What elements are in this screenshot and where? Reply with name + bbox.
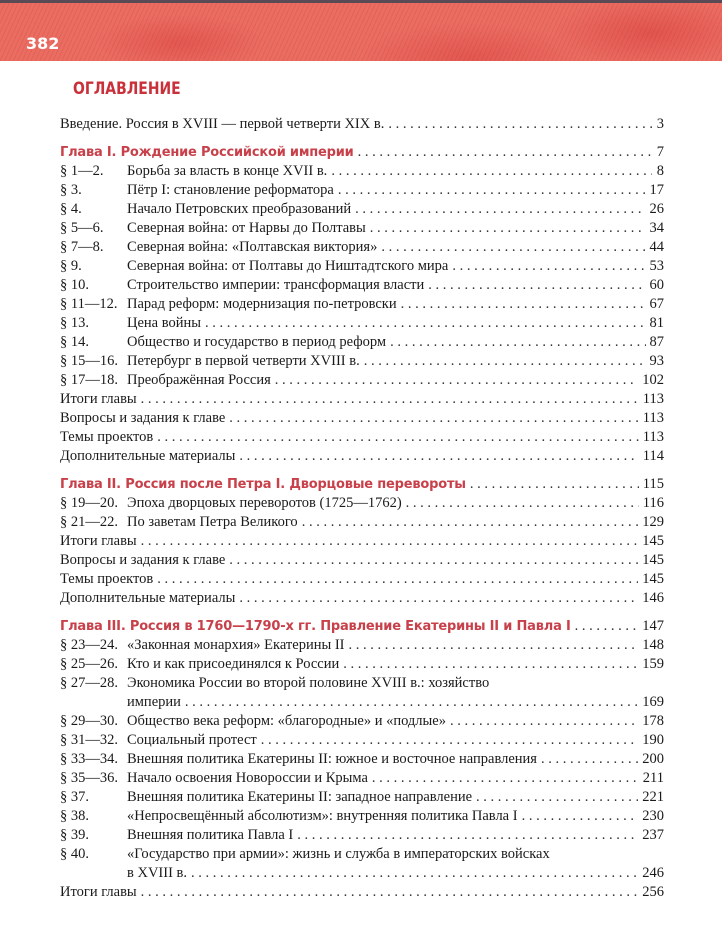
entry-title: Внешняя политика Павла I <box>127 827 294 843</box>
toc-entry-questions[interactable] <box>60 551 664 570</box>
entry-page: 237 <box>642 827 664 843</box>
toc-entry[interactable] <box>60 162 664 181</box>
dot-leader <box>185 693 638 712</box>
section-number: § 15—16. <box>60 353 118 369</box>
decorative-header-band <box>0 0 722 61</box>
toc-title: ОГЛАВЛЕНИЕ <box>73 79 181 99</box>
entry-title: «Непросвещённый абсолютизм»: внутренняя политика Павла I <box>127 808 518 824</box>
dot-leader <box>191 864 638 883</box>
entry-page: 113 <box>642 391 664 407</box>
section-number: § 9. <box>60 258 82 274</box>
toc-entry-extra-materials[interactable] <box>60 589 664 608</box>
toc-entry-questions[interactable] <box>60 409 664 428</box>
toc-chapter-2[interactable] <box>60 475 664 494</box>
entry-page: 115 <box>642 476 664 492</box>
section-number: § 33—34. <box>60 751 118 767</box>
entry-title: Кто и как присоединялся к России <box>127 656 340 672</box>
dot-leader <box>355 200 645 219</box>
entry-title: Цена войны <box>127 315 201 331</box>
entry-title: Северная война: «Полтавская виктория» <box>127 239 378 255</box>
entry-title: Пётр I: становление реформатора <box>127 182 334 198</box>
entry-title-continuation: в XVIII в. <box>127 865 187 881</box>
entry-page: 81 <box>649 315 664 331</box>
entry-page: 44 <box>649 239 664 255</box>
toc-entry[interactable] <box>60 712 664 731</box>
section-number: § 25—26. <box>60 656 118 672</box>
entry-title: Социальный протест <box>127 732 257 748</box>
section-number: § 10. <box>60 277 89 293</box>
section-number: § 19—20. <box>60 495 118 511</box>
toc-chapter-3[interactable] <box>60 617 664 636</box>
table-of-contents <box>60 115 664 902</box>
entry-page: 53 <box>649 258 664 274</box>
entry-title: Темы проектов <box>60 429 154 445</box>
chapter-title: Глава III. Россия в 1760—1790-х гг. Правление Екатерины II и Павла I <box>60 619 571 634</box>
toc-entry[interactable] <box>60 731 664 750</box>
entry-title: Преображённая Россия <box>127 372 271 388</box>
dot-leader <box>406 494 639 513</box>
dot-leader <box>370 219 646 238</box>
dot-leader <box>331 162 652 181</box>
entry-page: 148 <box>642 637 664 653</box>
toc-entry[interactable] <box>60 200 664 219</box>
dot-leader <box>229 551 638 570</box>
entry-title: Итоги главы <box>60 884 137 900</box>
section-number: § 3. <box>60 182 82 198</box>
entry-title: По заветам Петра Великого <box>127 514 298 530</box>
entry-page: 146 <box>642 590 664 606</box>
entry-page: 178 <box>642 713 664 729</box>
dot-leader <box>302 513 639 532</box>
toc-chapter-1[interactable] <box>60 143 664 162</box>
dot-leader <box>388 115 652 134</box>
chapter-title: Глава II. Россия после Петра I. Дворцовые перевороты <box>60 477 466 492</box>
toc-entry[interactable] <box>60 314 664 333</box>
toc-entry-summary[interactable] <box>60 883 664 902</box>
dot-leader <box>450 712 638 731</box>
dot-leader <box>343 655 638 674</box>
entry-page: 17 <box>649 182 664 198</box>
dot-leader <box>476 788 638 807</box>
entry-page: 246 <box>642 865 664 881</box>
entry-title: Петербург в первой четверти XVIII в. <box>127 353 360 369</box>
page-number: 382 <box>26 34 60 53</box>
dot-leader <box>157 428 639 447</box>
dot-leader <box>349 636 639 655</box>
entry-title: Внешняя политика Екатерины II: южное и восточное направления <box>127 751 537 767</box>
section-number: § 40. <box>60 846 89 862</box>
entry-page: 159 <box>642 656 664 672</box>
section-number: § 4. <box>60 201 82 217</box>
entry-title: Итоги главы <box>60 391 137 407</box>
entry-title: Дополнительные материалы <box>60 448 236 464</box>
toc-entry[interactable] <box>60 494 664 513</box>
entry-page: 221 <box>642 789 664 805</box>
dot-leader <box>297 826 638 845</box>
entry-page: 190 <box>642 732 664 748</box>
toc-entry[interactable] <box>60 769 664 788</box>
entry-title: Вопросы и задания к главе <box>60 552 226 568</box>
entry-page: 256 <box>642 884 664 900</box>
chapter-title: Глава I. Рождение Российской империи <box>60 145 354 160</box>
entry-page: 169 <box>642 694 664 710</box>
toc-entry-summary[interactable] <box>60 532 664 551</box>
entry-page: 200 <box>642 751 664 767</box>
dot-leader <box>470 475 639 494</box>
section-number: § 27—28. <box>60 675 118 691</box>
toc-entry[interactable] <box>60 826 664 845</box>
entry-page: 113 <box>642 429 664 445</box>
dot-leader <box>239 589 638 608</box>
entry-page: 113 <box>642 410 664 426</box>
entry-title: Эпоха дворцовых переворотов (1725—1762) <box>127 495 402 511</box>
entry-page: 87 <box>649 334 664 350</box>
entry-page: 34 <box>649 220 664 236</box>
entry-title: Вопросы и задания к главе <box>60 410 226 426</box>
section-number: § 37. <box>60 789 89 805</box>
entry-page: 230 <box>642 808 664 824</box>
section-number: § 35—36. <box>60 770 118 786</box>
dot-leader <box>575 617 639 636</box>
toc-entry[interactable] <box>60 352 664 371</box>
dot-leader <box>452 257 645 276</box>
toc-entry[interactable] <box>60 513 664 532</box>
section-number: § 23—24. <box>60 637 118 653</box>
entry-page: 145 <box>642 533 664 549</box>
toc-entry[interactable] <box>60 238 664 257</box>
entry-page: 102 <box>642 372 664 388</box>
dot-leader <box>239 447 638 466</box>
entry-page: 93 <box>649 353 664 369</box>
entry-title: «Законная монархия» Екатерины II <box>127 637 345 653</box>
section-number: § 38. <box>60 808 89 824</box>
toc-entry[interactable] <box>60 257 664 276</box>
entry-page: 8 <box>656 163 664 179</box>
dot-leader <box>364 352 646 371</box>
dot-leader <box>157 570 638 589</box>
toc-entry[interactable] <box>60 371 664 390</box>
toc-entry[interactable] <box>60 674 664 712</box>
dot-leader <box>390 333 645 352</box>
dot-leader <box>358 143 652 162</box>
entry-title: Внешняя политика Екатерины II: западное направление <box>127 789 473 805</box>
entry-title: Северная война: от Полтавы до Ништадтского мира <box>127 258 449 274</box>
section-number: § 39. <box>60 827 89 843</box>
entry-page: 114 <box>642 448 664 464</box>
section-number: § 1—2. <box>60 163 104 179</box>
toc-entry-intro[interactable] <box>60 115 664 134</box>
toc-entry[interactable] <box>60 276 664 295</box>
entry-title: Введение. Россия в XVIII — первой четверти XIX в. <box>60 116 385 132</box>
dot-leader <box>141 883 639 902</box>
entry-page: 7 <box>656 144 664 160</box>
entry-title: Начало Петровских преобразований <box>127 201 352 217</box>
entry-page: 116 <box>642 495 664 511</box>
toc-entry-summary[interactable] <box>60 390 664 409</box>
toc-entry[interactable] <box>60 219 664 238</box>
entry-page: 145 <box>642 571 664 587</box>
entry-title: Дополнительные материалы <box>60 590 236 606</box>
toc-entry-projects[interactable] <box>60 570 664 589</box>
toc-entry-projects[interactable] <box>60 428 664 447</box>
dot-leader <box>428 276 645 295</box>
section-number: § 17—18. <box>60 372 118 388</box>
dot-leader <box>541 750 638 769</box>
dot-leader <box>205 314 646 333</box>
dot-leader <box>522 807 639 826</box>
entry-title: Начало освоения Новороссии и Крыма <box>127 770 368 786</box>
section-number: § 31—32. <box>60 732 118 748</box>
toc-entry[interactable] <box>60 655 664 674</box>
entry-page: 26 <box>649 201 664 217</box>
toc-entry-extra-materials[interactable] <box>60 447 664 466</box>
entry-page: 67 <box>649 296 664 312</box>
section-number: § 14. <box>60 334 89 350</box>
entry-page: 60 <box>649 277 664 293</box>
toc-entry[interactable] <box>60 788 664 807</box>
entry-title: Экономика России во второй половине XVIII в.: хозяйство <box>127 675 490 691</box>
toc-entry[interactable] <box>60 845 664 883</box>
toc-entry[interactable] <box>60 750 664 769</box>
entry-page: 3 <box>656 116 664 132</box>
toc-entry[interactable] <box>60 636 664 655</box>
entry-title: «Государство при армии»: жизнь и служба в императорских войсках <box>127 846 550 862</box>
entry-title: Строительство империи: трансформация власти <box>127 277 425 293</box>
dot-leader <box>229 409 639 428</box>
entry-page: 129 <box>642 514 664 530</box>
section-number: § 5—6. <box>60 220 104 236</box>
entry-title: Северная война: от Нарвы до Полтавы <box>127 220 366 236</box>
section-number: § 21—22. <box>60 514 118 530</box>
section-number: § 7—8. <box>60 239 104 255</box>
dot-leader <box>275 371 638 390</box>
toc-entry[interactable] <box>60 333 664 352</box>
entry-page: 211 <box>642 770 664 786</box>
section-number: § 13. <box>60 315 89 331</box>
entry-title: Парад реформ: модернизация по-петровски <box>127 296 397 312</box>
dot-leader <box>141 532 639 551</box>
toc-entry[interactable] <box>60 807 664 826</box>
entry-title: Итоги главы <box>60 533 137 549</box>
entry-title: Борьба за власть в конце XVII в. <box>127 163 328 179</box>
dot-leader <box>338 181 646 200</box>
dot-leader <box>381 238 645 257</box>
dot-leader <box>372 769 639 788</box>
dot-leader <box>401 295 646 314</box>
entry-page: 147 <box>642 618 664 634</box>
toc-entry[interactable] <box>60 181 664 200</box>
toc-entry[interactable] <box>60 295 664 314</box>
section-number: § 29—30. <box>60 713 118 729</box>
entry-title: Общество века реформ: «благородные» и «подлые» <box>127 713 446 729</box>
section-number: § 11—12. <box>60 296 118 312</box>
entry-title: Общество и государство в период реформ <box>127 334 387 350</box>
entry-title-continuation: империи <box>127 694 181 710</box>
dot-leader <box>141 390 639 409</box>
entry-title: Темы проектов <box>60 571 154 587</box>
entry-page: 145 <box>642 552 664 568</box>
dot-leader <box>261 731 639 750</box>
